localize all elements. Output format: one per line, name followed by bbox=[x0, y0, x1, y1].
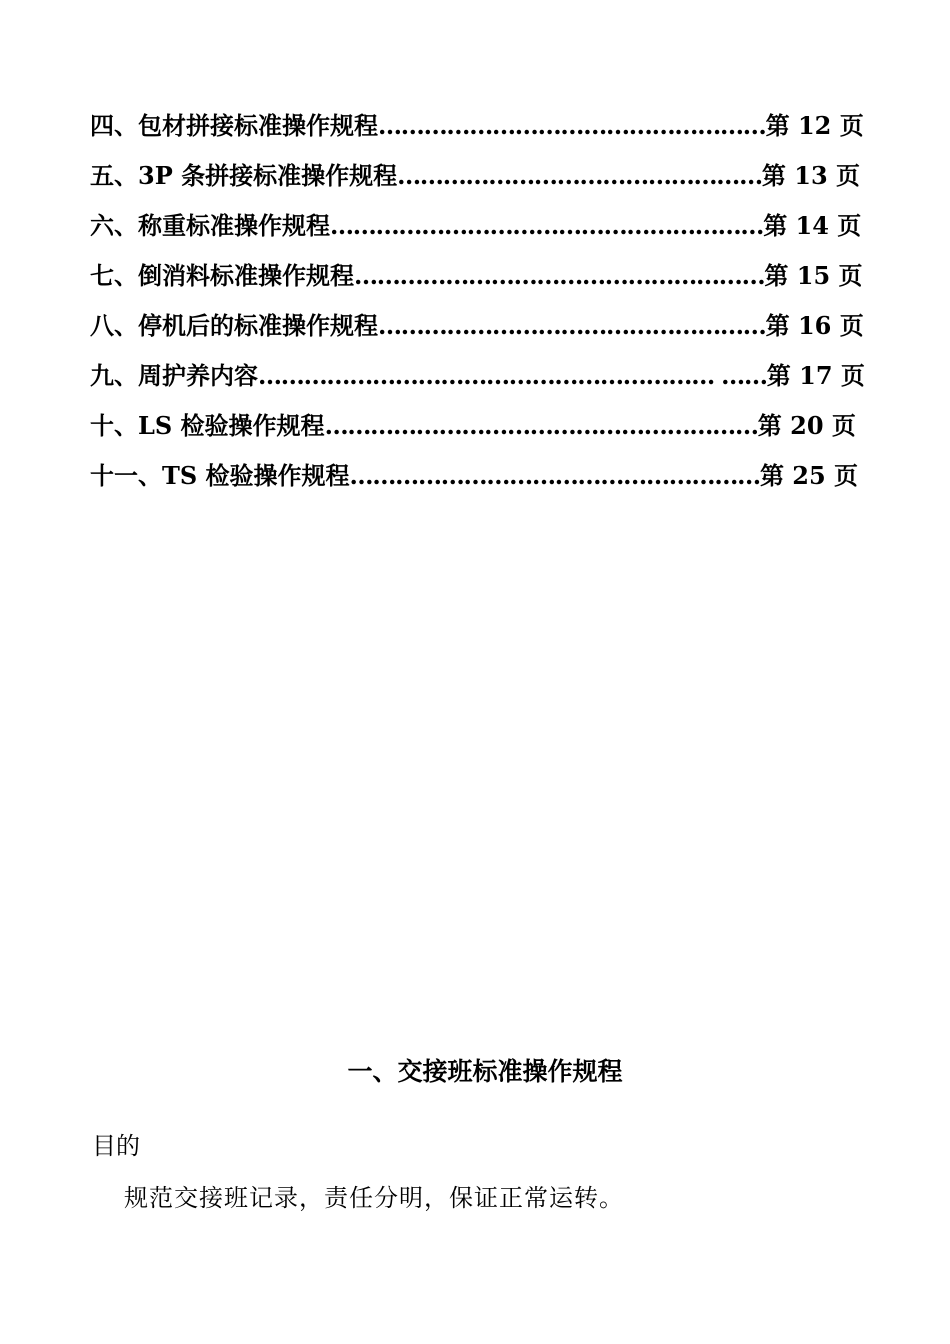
toc-entry-title: 十一、TS 检验操作规程 bbox=[90, 461, 350, 490]
section-heading: 一、交接班标准操作规程 bbox=[347, 1057, 623, 1086]
toc-entry-page: 第 12 页 bbox=[765, 111, 864, 140]
toc-entry-title: 八、停机后的标准操作规程 bbox=[90, 311, 378, 340]
toc-entry-leader: ………………………………………………… bbox=[324, 411, 758, 440]
toc-entry[interactable] bbox=[90, 158, 860, 194]
toc-entry[interactable] bbox=[90, 358, 865, 394]
toc-entry-page: 第 25 页 bbox=[759, 461, 859, 490]
toc-entry-leader: ……………………………………………… bbox=[354, 261, 765, 290]
toc-entry[interactable] bbox=[90, 408, 856, 444]
toc-entry-page: 第 17 页 bbox=[766, 361, 865, 390]
toc-entry-leader: ……………………………………………… bbox=[349, 461, 760, 490]
toc-entry-title: 五、3P 条拼接标准操作规程 bbox=[90, 161, 398, 190]
toc-entry-leader: …………………………………………………… …… bbox=[258, 361, 767, 390]
toc-entry[interactable] bbox=[90, 458, 858, 494]
toc-entry-title: 六、称重标准操作规程 bbox=[90, 211, 330, 240]
toc-entry[interactable] bbox=[90, 258, 863, 294]
toc-entry-page: 第 13 页 bbox=[761, 161, 861, 190]
toc-entry-leader: ………………………………………………… bbox=[330, 211, 764, 240]
toc-entry[interactable] bbox=[90, 108, 864, 144]
toc-entry-title: 九、周护养内容 bbox=[90, 361, 258, 390]
toc-entry-title: 七、倒消料标准操作规程 bbox=[90, 261, 354, 290]
toc-entry[interactable] bbox=[90, 208, 861, 244]
toc-entry-page: 第 20 页 bbox=[757, 411, 856, 440]
toc-entry-title: 十、LS 检验操作规程 bbox=[90, 411, 325, 440]
toc-entry-page: 第 16 页 bbox=[765, 311, 864, 340]
toc-entry-leader: …………………………………………… bbox=[378, 111, 766, 140]
toc-entry[interactable] bbox=[90, 308, 864, 344]
toc-entry-page: 第 14 页 bbox=[763, 211, 862, 240]
toc-entry-leader: ………………………………………… bbox=[397, 161, 762, 190]
purpose-paragraph: 规范交接班记录，责任分明，保证正常运转。 bbox=[124, 1184, 624, 1212]
toc-entry-title: 四、包材拼接标准操作规程 bbox=[90, 111, 378, 140]
toc-entry-leader: …………………………………………… bbox=[378, 311, 766, 340]
toc-entry-page: 第 15 页 bbox=[764, 261, 863, 290]
purpose-subheading: 目的 bbox=[92, 1132, 140, 1160]
